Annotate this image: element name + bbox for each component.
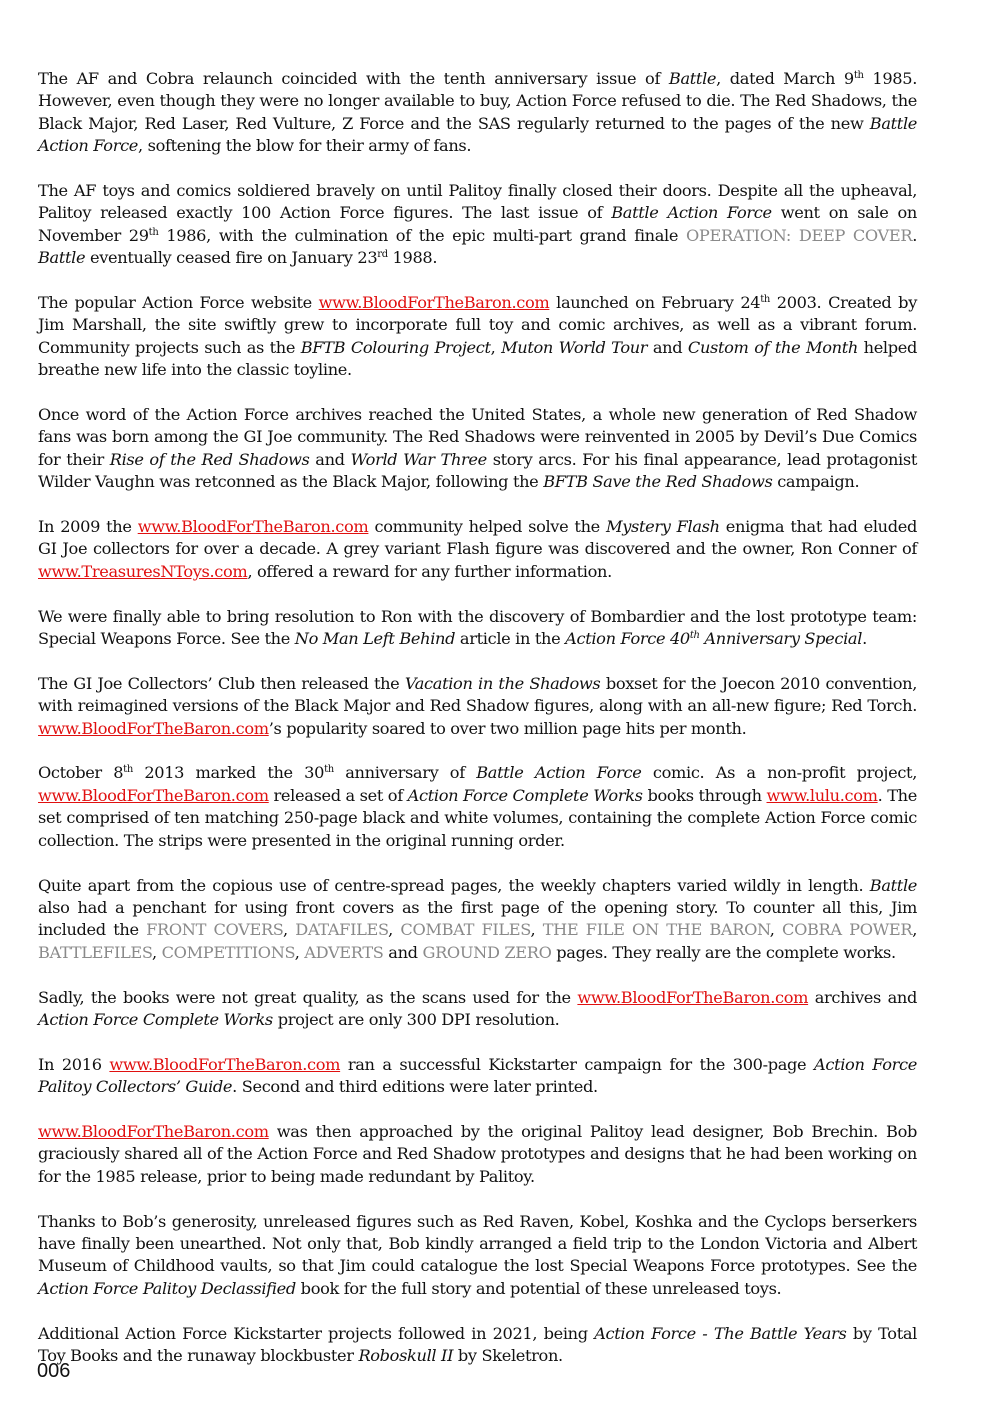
italic-title: Battle <box>869 875 917 895</box>
text-run: ran a successful Kickstarter campaign for the 300-page <box>340 1054 815 1074</box>
italic-title: Battle <box>38 248 86 268</box>
ordinal-suffix: th <box>123 764 133 776</box>
paragraph-8 <box>38 762 917 852</box>
website-link[interactable]: www.BloodForTheBaron.com <box>137 517 369 537</box>
text-run: In 2016 <box>38 1054 110 1074</box>
website-link[interactable]: www.BloodForTheBaron.com <box>577 987 809 1007</box>
italic-title: Action Force Complete Works <box>407 785 643 805</box>
text-run: by Skeletron. <box>453 1345 563 1365</box>
italic-title: Roboskull II <box>358 1345 454 1365</box>
text-run: pages. They really are the complete works. <box>551 942 896 962</box>
italic-title: Rise of the Red Shadows <box>109 449 310 469</box>
text-run: anniversary of <box>333 763 477 783</box>
italic-title: Anniversary Special <box>699 629 863 649</box>
website-link[interactable]: www.lulu.com <box>766 785 878 805</box>
paragraph-1 <box>38 68 917 158</box>
text-run: archives and <box>808 987 917 1007</box>
text-run: 2013 marked the 30 <box>132 763 325 783</box>
text-run: Once word of the Action Force archives reached the United States, a whole new generation of Red Shadow fans was born among the GI Joe community. The Red Shadows were reinvented in 2005 by Devil’s Due Comics for their <box>38 405 917 469</box>
text-run: Additional Action Force Kickstarter projects followed in 2021, being <box>38 1323 595 1343</box>
text-run: also had a penchant for using front covers as the first page of the opening story. To counter all this, Jim included the <box>38 897 917 940</box>
section-name: THE FILE ON THE BARON <box>542 920 770 940</box>
website-link[interactable]: www.TreasuresNToys.com <box>38 561 248 581</box>
section-name: COMPETITIONS <box>161 942 295 962</box>
paragraph-9 <box>38 875 917 965</box>
text-run: , dated March 9 <box>716 69 854 88</box>
text-run: 2003. Created by Jim Marshall, the site swiftly grew to incorporate full toy and comic archives, as well as a vibrant forum. Community projects such as the <box>38 293 917 357</box>
italic-title: Battle <box>668 69 717 88</box>
italic-title: Mystery Flash <box>606 517 720 537</box>
ordinal-suffix: th <box>853 70 864 81</box>
italic-title: Battle Action Force <box>38 113 917 156</box>
text-run: The AF toys and comics soldiered bravely on until Palitoy finally closed their doors. Despite all the upheaval, Palitoy released exactly 100 Action Force figures. The last issue of <box>38 181 917 223</box>
italic-title: BFTB Save the Red Shadows <box>543 472 773 492</box>
text-run: , <box>282 920 296 940</box>
text-run: . The set comprised of ten matching 250-page black and white volumes, containing the complete Action Force comic collection. The strips were presented in the original running order. <box>38 785 917 850</box>
text-run: 1986, with the culmination of the epic multi-part grand finale <box>158 225 687 245</box>
section-name: COMBAT FILES <box>400 920 531 940</box>
text-run: . Second and third editions were later printed. <box>232 1077 598 1097</box>
text-run: went on sale on November 29 <box>38 203 917 245</box>
paragraph-14 <box>38 1323 917 1368</box>
text-run: , <box>769 920 783 940</box>
italic-title: World War Three <box>350 449 487 469</box>
ordinal-suffix: th <box>148 226 159 238</box>
text-run: and <box>647 337 688 357</box>
italic-title: Action Force - The Battle Years <box>594 1323 847 1343</box>
website-link[interactable]: www.BloodForTheBaron.com <box>38 785 269 805</box>
italic-title: No Man Left Behind <box>294 629 456 649</box>
text-run: released a set of <box>268 785 408 805</box>
italic-title: Action Force 40 <box>565 629 690 649</box>
paragraph-11 <box>38 1054 917 1099</box>
text-run: Thanks to Bob’s generosity, unreleased figures such as Red Raven, Kobel, Koshka and the Cyclops berserkers have finally been unearthed. Not only that, Bob kindly arranged a field trip to the London Victoria and Albert Museum of Childhood vaults, so that Jim could catalogue the lost Special Weapons Force prototypes. See the <box>38 1211 917 1276</box>
paragraph-5 <box>38 516 917 583</box>
text-run: In 2009 the <box>38 517 138 537</box>
text-run: books through <box>642 785 767 805</box>
text-run: , <box>388 920 401 940</box>
text-run: project are only 300 DPI resolution. <box>272 1009 560 1029</box>
text-run: . <box>912 225 917 245</box>
italic-title: Battle Action Force <box>476 763 642 783</box>
text-run: ’s popularity soared to over two million page hits per month. <box>268 718 747 738</box>
paragraph-7 <box>38 673 917 740</box>
text-run: , offered a reward for any further information. <box>247 561 612 581</box>
text-run: book for the full story and potential of these unreleased toys. <box>295 1278 782 1298</box>
paragraph-13 <box>38 1211 917 1301</box>
text-run: campaign. <box>772 472 860 492</box>
text-run: , <box>294 942 305 962</box>
text-run: and <box>309 449 351 469</box>
text-run: , <box>152 942 162 962</box>
paragraph-6 <box>38 606 917 651</box>
text-run: October 8 <box>38 763 124 783</box>
section-name: ADVERTS <box>304 942 384 962</box>
page-number: 006 <box>37 1360 71 1382</box>
website-link[interactable]: www.BloodForTheBaron.com <box>318 293 550 313</box>
text-run: by Total Toy Books and the runaway blockbuster <box>38 1323 917 1365</box>
italic-title: BFTB Colouring Project <box>300 337 491 357</box>
paragraph-10 <box>38 987 917 1032</box>
section-name: COBRA POWER <box>782 920 913 940</box>
italic-title: Action Force Palitoy Collectors’ Guide <box>38 1054 917 1097</box>
website-link[interactable]: www.BloodForTheBaron.com <box>38 1121 269 1141</box>
paragraph-12 <box>38 1121 917 1188</box>
text-run: The GI Joe Collectors’ Club then released the <box>38 673 405 693</box>
text-run: , softening the blow for their army of fans. <box>138 136 472 156</box>
article-body <box>38 68 917 1390</box>
ordinal-suffix: th <box>689 630 700 642</box>
text-run: 1988. <box>387 248 438 268</box>
section-name: OPERATION: DEEP COVER <box>686 225 913 245</box>
text-run: , <box>912 920 918 940</box>
paragraph-3 <box>38 292 917 382</box>
italic-title: Action Force Complete Works <box>38 1009 273 1029</box>
website-link[interactable]: www.BloodForTheBaron.com <box>38 718 269 738</box>
ordinal-suffix: th <box>760 294 770 306</box>
section-name: GROUND ZERO <box>422 942 552 962</box>
text-run: , <box>490 337 502 357</box>
section-name: FRONT COVERS <box>146 920 283 940</box>
text-run: comic. As a non-profit project, <box>641 763 917 783</box>
website-link[interactable]: www.BloodForTheBaron.com <box>109 1054 341 1074</box>
text-run: and <box>383 942 423 962</box>
text-run: helped breathe new life into the classic toyline. <box>38 337 918 380</box>
text-run: boxset for the Joecon 2010 convention, with reimagined versions of the Black Major and Red Shadow figures, along with an all-new figure; Red Torch. <box>38 673 917 716</box>
text-run: The AF and Cobra relaunch coincided with the tenth anniversary issue of <box>38 69 669 88</box>
text-run: 1985. However, even though they were no longer available to buy, Action Force refused to die. The Red Shadows, the Black Major, Red Laser, Red Vulture, Z Force and the SAS regularly returned to the pages of the new <box>38 69 918 133</box>
text-run: launched on February 24 <box>549 293 761 313</box>
ordinal-suffix: rd <box>377 249 388 261</box>
italic-title: Custom of the Month <box>687 337 858 357</box>
text-run: Quite apart from the copious use of centre-spread pages, the weekly chapters varied wildly in length. <box>38 875 870 895</box>
section-name: BATTLEFILES <box>38 942 153 962</box>
paragraph-4 <box>38 404 917 494</box>
paragraph-2 <box>38 180 917 270</box>
text-run: We were finally able to bring resolution to Ron with the discovery of Bombardier and the lost prototype team: Special Weapons Force. See the <box>38 606 917 649</box>
text-run: article in the <box>455 629 566 649</box>
italic-title: Battle Action Force <box>611 203 772 223</box>
text-run: The popular Action Force website <box>38 293 319 313</box>
text-run: story arcs. For his final appearance, lead protagonist Wilder Vaughn was retconned as the Black Major, following the <box>38 449 917 492</box>
text-run: , <box>530 920 543 940</box>
text-run: . <box>862 629 867 649</box>
text-run: Sadly, the books were not great quality, as the scans used for the <box>38 987 578 1007</box>
italic-title: Muton World Tour <box>501 337 648 357</box>
italic-title: Action Force Palitoy Declassified <box>38 1278 296 1298</box>
text-run: was then approached by the original Palitoy lead designer, Bob Brechin. Bob graciously shared all of the Action Force and Red Shadow prototypes and designs that he had been working on for the 1985 release, prior to being made redundant by Palitoy. <box>38 1121 917 1186</box>
italic-title: Vacation in the Shadows <box>404 673 601 693</box>
text-run: enigma that had eluded GI Joe collectors for over a decade. A grey variant Flash figure was discovered and the owner, Ron Conner of <box>38 517 917 559</box>
section-name: DATAFILES <box>295 920 389 940</box>
text-run: eventually ceased fire on January 23 <box>85 248 378 268</box>
ordinal-suffix: th <box>324 764 334 776</box>
text-run: community helped solve the <box>368 517 606 537</box>
